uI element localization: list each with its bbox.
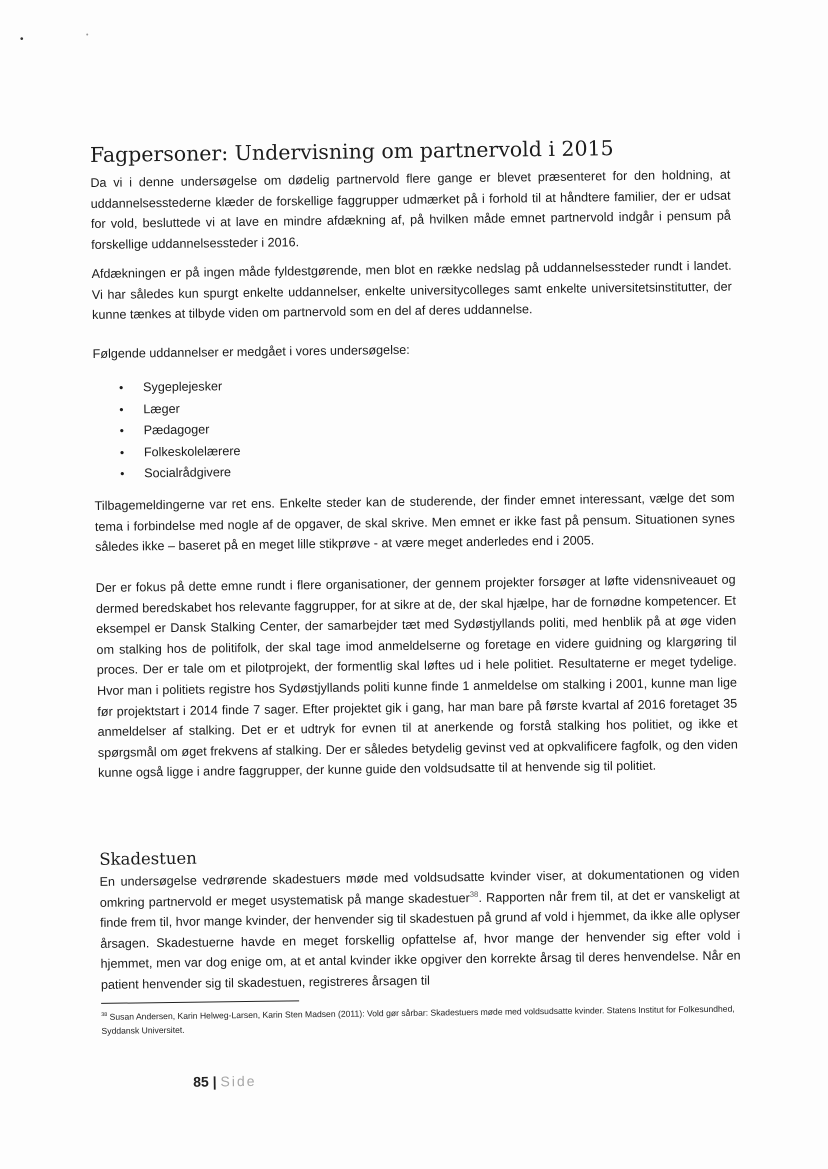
list-item: • Sygeplejesker — [93, 376, 240, 399]
bullet-icon: • — [119, 445, 125, 460]
page-number: 85 | Side — [193, 1072, 257, 1090]
list-item: • Socialrådgivere — [94, 462, 241, 485]
footnote-number: 38 — [101, 1011, 108, 1019]
scan-mark: • — [86, 32, 89, 39]
bullet-icon: • — [119, 423, 124, 438]
bullet-icon: • — [118, 380, 124, 395]
footnote-reference: 38 — [469, 889, 479, 899]
intro-paragraph: Da vi i denne undersøgelse om dødelig partnervold flere gange er blevet præsenteret for den holdning, at uddannelsesstederne klæder de forskellige faggrupper udmærket på i forhold til at håndtere familier, der er udsat for vold, besluttede vi at lave en mindre afdækning af, på hvilken måde emnet partnervold indgår i pensum på forskellige uddannelsessteder i 2016. — [90, 167, 731, 252]
footnote: $^{38}$ Susan Andersen, Karin Helweg-Larsen, Karin Sten Madsen (2011): Vold gør sårbar: Skadestuers møde med voldsudsatte kvinder. Statens Institut for Folkesundhed, Syddansk Universitet. — [101, 1003, 735, 1036]
list-intro: Følgende uddannelser er medgået i vores undersøgelse: — [92, 342, 410, 361]
focus-paragraph: Der er fokus på dette emne rundt i flere organisationer, der gennem projekter forsøger at løfte vidensniveauet og dermed beredskabet hos relevante faggrupper, for at sikre at de, der skal hjælpe, har de fornødne kompetencer. Et eksempel er Dansk Stalking Center, der samarbejder tæt med Sydøstjyllands politi, med henblik på at øge viden om stalking hos de politifolk, der skal tage imod anmeldelserne og foretage en videre guidning og klargøring til proces. Der er tale om et pilotprojekt, der formentlig skal løftes ud i hele politiet. Resultaterne er meget tydelige. Hvor man i politiets registre hos Sydøstjyllands politi kunne finde 1 anmeldelse om stalking i 2001, kunne man lige før projektstart i 2014 finde 7 sager. Efter projektet gik i gang, har man bare på første kvartal af 2016 foretaget 35 anmeldelser af stalking. Det er et udtryk for evnen til at anerkende og forstå stalking hos politiet, og ikke et spørgsmål om øget frekvens af stalking. Der er således betydelig gevinst ved at opkvalificere fagfolk, og den viden kunne også ligge i andre faggrupper, der kunne guide den voldsudsatte til at henvende sig til politiet. — [95, 572, 738, 781]
bullet-icon: • — [120, 466, 125, 481]
page-title: Fagpersoner: Undervisning om partnervold i 2015 — [89, 136, 614, 167]
bullet-icon: • — [119, 402, 124, 417]
feedback-paragraph: Tilbagemeldingerne var ret ens. Enkelte steder kan de studerende, der finder emnet interessant, vælge det som tema i forbindelse med nogle af de opgaver, de skal skrive. Men emnet er ikke fast på pensum. Situationen synes således ikke – baseret på en meget lille stikprøve - at være meget anderledes end i 2005. — [94, 490, 735, 555]
list-item: • Pædagoger — [94, 419, 241, 442]
education-list — [93, 376, 241, 485]
scan-mark: • — [20, 34, 24, 45]
skadestuen-paragraph: En undersøgelse vedrørende skadestuers møde med voldsudsatte kvinder viser, at dokumentationen og viden omkring partnervold er meget usystematisk på mange skadestuer$^{38}$. Rapporten når frem til, at det er vanskeligt at finde frem til, hvor mange kvinder, der henvender sig til skadestuen på grund af vold i hjemmet, da ikke alle oplyser årsagen. Skadestuerne havde en meget forskellig opfattelse af, hvor mange der henvender sig efter vold i hjemmet, men var dog enige om, at et antal kvinder ikke opgiver den korrekte årsag til deres henvendelse. Når en patient henvender sig til skadestuen, registreres årsagen til — [99, 866, 741, 992]
list-item: • Folkeskolelærere — [94, 441, 241, 464]
list-item: • Læger — [93, 398, 240, 421]
section-heading: Skadestuen — [99, 848, 197, 869]
coverage-paragraph: Afdækningen er på ingen måde fyldestgørende, men blot en række nedslag på uddannelsessteder rundt i landet. Vi har således kun spurgt enkelte uddannelser, enkelte universitycolleges samt enkelte universitetsinstitutter, der kunne tænkes at tilbyde viden om partnervold som en del af deres uddannelse. — [91, 258, 732, 323]
page-label: Side — [220, 1072, 257, 1090]
footnote-divider — [101, 1000, 299, 1004]
